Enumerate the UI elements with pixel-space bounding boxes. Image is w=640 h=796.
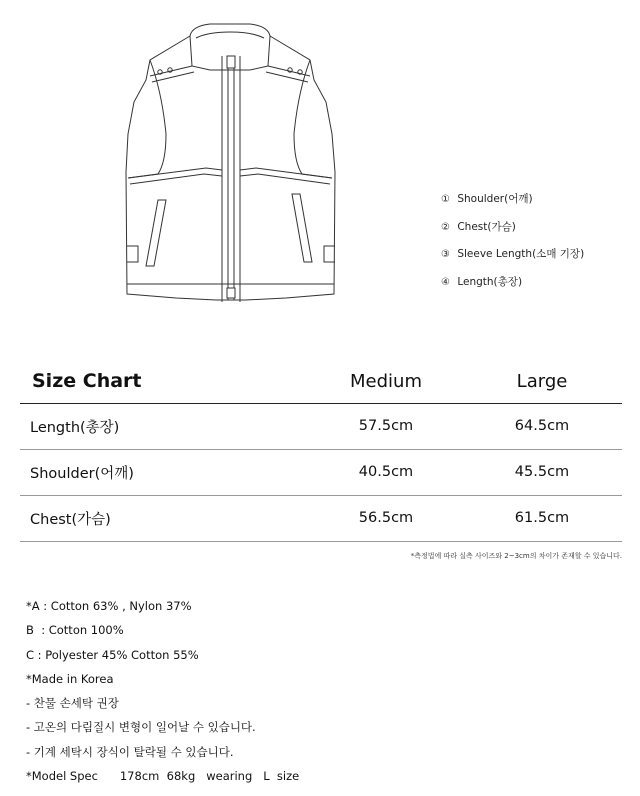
legend-label: Shoulder(어깨) [457,193,533,205]
table-row-shoulder [20,450,622,496]
legend-item-sleeve-length [441,247,584,275]
info-line: - 찬물 손세탁 권장 [26,696,119,711]
row-label: Shoulder(어깨) [30,466,134,482]
cell-large: 61.5cm [514,510,570,526]
table-row-length [20,404,622,450]
cell-medium: 40.5cm [358,464,414,480]
info-line: C : Polyester 45% Cotton 55% [26,647,199,662]
info-line: - 고온의 다림질시 변형이 일어날 수 있습니다. [26,720,256,735]
legend-label: Length(총장) [457,275,523,288]
vest-technical-drawing [118,22,344,312]
legend-item-chest [441,220,584,248]
cell-medium: 56.5cm [358,510,414,526]
legend-label: Sleeve Length(소매 기장) [457,248,585,260]
cell-large: 64.5cm [514,418,570,434]
info-line: *A : Cotton 63% , Nylon 37% [26,599,192,613]
legend-number: ④ [441,276,450,288]
legend-number: ② [441,221,450,233]
info-line: - 기계 세탁시 장식이 탈락될 수 있습니다. [26,744,234,759]
row-label: Chest(가슴) [30,512,111,528]
column-header-medium: Medium [350,371,422,392]
info-line: *Made in Korea [26,671,114,686]
legend-item-shoulder [441,192,584,220]
measurement-legend [441,192,584,302]
size-chart-header [20,366,622,404]
legend-label: Chest(가슴) [457,220,516,233]
cell-large: 45.5cm [514,464,570,480]
legend-number: ① [441,194,450,205]
table-row-chest [20,496,622,542]
column-header-large: Large [516,371,568,392]
legend-item-length [441,275,584,303]
product-info [26,598,299,792]
info-line: *Model Spec 178cm 68kg wearing L size [26,769,300,784]
size-chart-title: Size Chart [32,370,142,392]
size-chart-table [20,366,622,542]
cell-medium: 57.5cm [358,418,414,434]
legend-number: ③ [441,249,450,260]
row-label: Length(총장) [30,420,120,436]
info-line: B : Cotton 100% [26,623,124,638]
measurement-note: *측정법에 따라 실측 사이즈와 2~3cm의 차이가 존재할 수 있습니다. [410,552,622,560]
